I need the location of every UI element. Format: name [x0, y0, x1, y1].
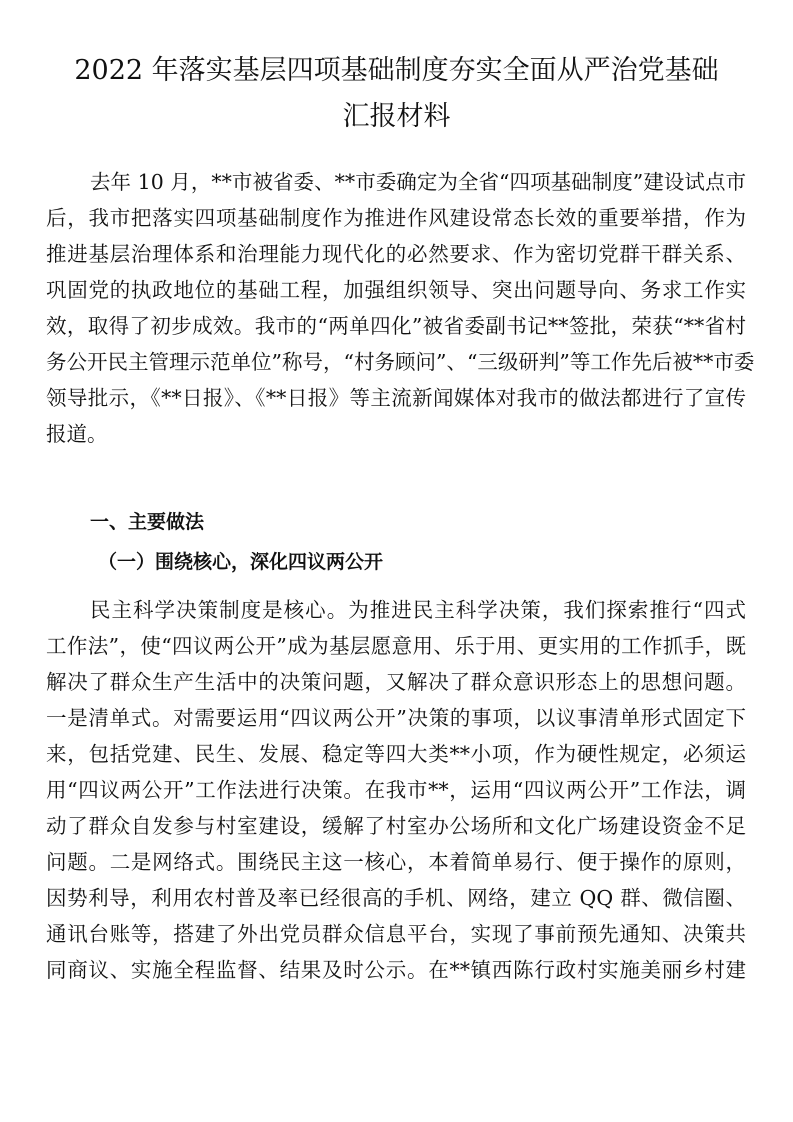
body-line: 通讯台账等，搭建了外出党员群众信息平台，实现了事前预先通知、决策共: [46, 922, 746, 946]
body-line: 解决了群众生产生活中的决策问题，又解决了群众意识形态上的思想问题。: [46, 670, 746, 694]
body-line: 民主科学决策制度是核心。为推进民主科学决策，我们探索推行“四式: [90, 598, 746, 622]
body-line: 问题。二是网络式。围绕民主这一核心，本着简单易行、便于操作的原则，: [46, 850, 746, 874]
intro-line: 报道。: [46, 422, 108, 446]
body-line: 因势利导，利用农村普及率已经很高的手机、网络，建立 QQ 群、微信圈、: [46, 886, 746, 910]
body-line: 动了群众自发参与村室建设，缓解了村室办公场所和文化广场建设资金不足: [46, 814, 746, 838]
body-line: 工作法”，使“四议两公开”成为基层愿意用、乐于用、更实用的工作抓手，既: [46, 634, 746, 658]
title-line-2: 汇报材料: [342, 101, 451, 132]
intro-line: 推进基层治理体系和治理能力现代化的必然要求、作为密切党群干群关系、: [46, 242, 746, 266]
intro-line: 领导批示，《**日报》、《**日报》等主流新闻媒体对我市的做法都进行了宣传: [46, 386, 746, 410]
intro-line: 务公开民主管理示范单位”称号，“村务顾问”、“三级研判”等工作先后被**市委: [46, 350, 755, 374]
body-line: 用“四议两公开”工作法进行决策。在我市**，运用“四议两公开”工作法，调: [46, 778, 746, 802]
title-line-1: 2022 年落实基层四项基础制度夯实全面从严治党基础: [74, 55, 719, 86]
body-line: 一是清单式。对需要运用“四议两公开”决策的事项，以议事清单形式固定下: [46, 706, 746, 730]
intro-line: 后，我市把落实四项基础制度作为推进作风建设常态长效的重要举措，作为: [46, 206, 746, 230]
subsection-heading: （一）围绕核心，深化四议两公开: [98, 551, 384, 573]
intro-line: 效，取得了初步成效。我市的“两单四化”被省委副书记**签批，荣获“**省村: [46, 314, 746, 338]
body-line: 来，包括党建、民生、发展、稳定等四大类**小项，作为硬性规定，必须运: [46, 742, 746, 766]
intro-line: 去年 10 月，**市被省委、**市委确定为全省“四项基础制度”建设试点市: [90, 170, 746, 194]
document-title: [40, 48, 753, 140]
section-heading: 一、主要做法: [90, 511, 205, 533]
body-line: 同商议、实施全程监督、结果及时公示。在**镇西陈行政村实施美丽乡村建: [46, 958, 746, 982]
intro-line: 巩固党的执政地位的基础工程，加强组织领导、突出问题导向、务求工作实: [46, 278, 746, 302]
